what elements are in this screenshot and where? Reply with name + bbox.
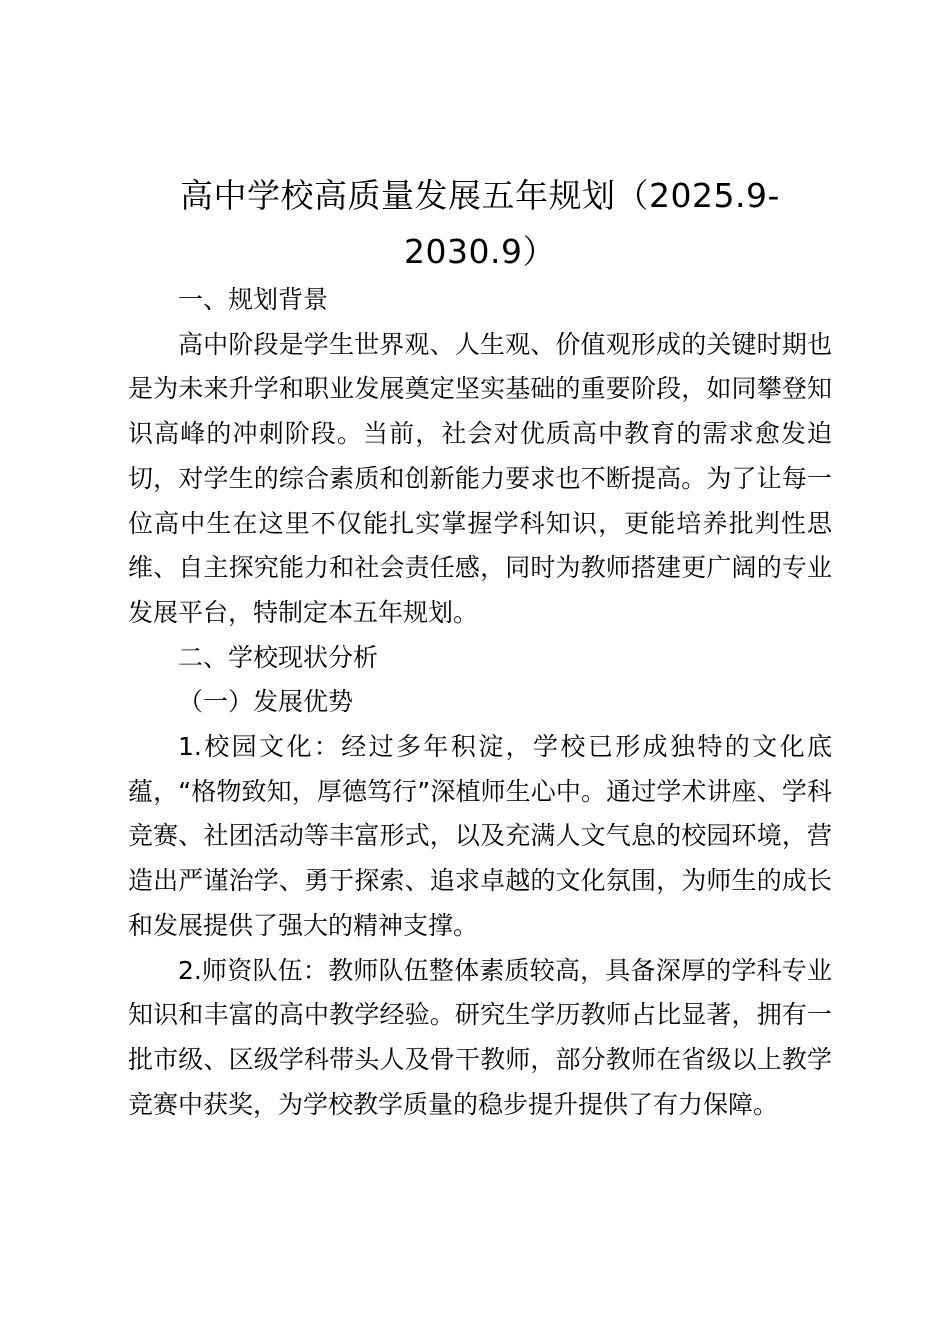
paragraph-background: 高中阶段是学生世界观、人生观、价值观形成的关键时期也是为未来升学和职业发展奠定坚实基础的重要阶段，如同攀登知识高峰的冲刺阶段。当前，社会对优质高中教育的需求愈发迫切，对学生的综合素质和创新能力要求也不断提高。为了让每一位高中生在这里不仅能扎实掌握学科知识，更能培养批判性思维、自主探究能力和社会责任感，同时为教师搭建更广阔的专业发展平台，特制定本五年规划。 <box>128 329 832 627</box>
paragraph-campus-culture: 1.校园文化：经过多年积淀，学校已形成独特的文化底蕴，“格物致知，厚德笃行”深植师生心中。通过学术讲座、学科竞赛、社团活动等丰富形式，以及充满人文气息的校园环境，营造出严谨治学、勇于探索、追求卓越的文化氛围，为师生的成长和发展提供了强大的精神支撑。 <box>128 732 832 940</box>
section-heading-background: 一、规划背景 <box>178 285 329 314</box>
paragraph-teaching-staff: 2.师资队伍：教师队伍整体素质较高，具备深厚的学科专业知识和丰富的高中教学经验。研究生学历教师占比显著，拥有一批市级、区级学科带头人及骨干教师，部分教师在省级以上教学竞赛中获奖，为学校教学质量的稳步提升提供了有力保障。 <box>128 955 832 1119</box>
document-title: 高中学校高质量发展五年规划（2025.9-2030.9） <box>180 176 780 271</box>
subsection-heading-advantages: （一）发展优势 <box>178 687 354 717</box>
section-heading-status-analysis: 二、学校现状分析 <box>178 642 379 672</box>
document-body <box>128 278 832 1127</box>
